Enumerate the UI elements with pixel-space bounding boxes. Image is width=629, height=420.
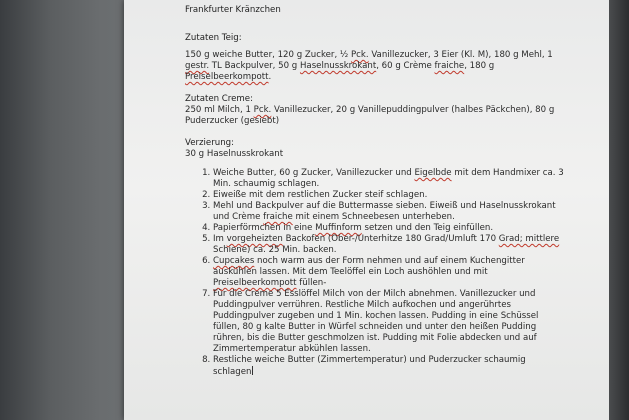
step-3: 3. Mehl und Backpulver auf die Buttermasse sieben. Eiweiß und Haselnusskrokant und Crème fraiche mit einem Schneebesen unterheben. — [213, 201, 605, 223]
spell-error: Preiselbeerkompott — [213, 278, 297, 288]
spell-error: fraiche — [263, 212, 293, 222]
spell-error: vorgeheizten — [226, 234, 283, 244]
step-5: 5. Im vorgeheizten Backofen (Ober-/Unterhitze 180 Grad/Umluft 170 Grad; mittlere Schiene) ca. 25 Min. backen. — [213, 234, 605, 256]
spell-error: Eigelbde — [414, 168, 452, 178]
window-edge — [609, 0, 629, 420]
steps-list — [185, 168, 605, 378]
spell-error: Cupcakes — [213, 256, 255, 266]
spell-error: gestr. — [185, 61, 210, 71]
step-2: 2. Eiweiße mit dem restlichen Zucker steif schlagen. — [213, 190, 605, 201]
spell-error: Pck. — [253, 105, 272, 115]
document-page[interactable] — [124, 0, 609, 420]
teig-line-3: Preiselbeerkompott. — [185, 72, 272, 82]
step-1: 1. Weiche Butter, 60 g Zucker, Vanillezucker und Eigelbde mit dem Handmixer ca. 3 Min. schaumig schlagen. — [213, 168, 605, 190]
verzierung-line-1: 30 g Haselnusskrokant — [185, 149, 284, 159]
spell-error: fraiche — [434, 61, 465, 71]
spell-error: Preiselbeerkompott — [185, 72, 269, 82]
step-7: 7. Für die Creme 5 Esslöffel Milch von der Milch abnehmen. Vanillezucker und Puddingpulver verrühren. Restliche Milch aufkochen und angerührtes Puddingpulver zugeben und 1 Min. kochen lassen. Pudding in eine Schüssel füllen, 80 g kalte Butter in Würfel schneiden und unter den heißen Pudding rühren, bis die Butter geschmolzen ist. Pudding mit Folie abdecken und auf Zimmertemperatur abkühlen lassen. — [213, 289, 605, 355]
spell-error: Muffinform — [315, 223, 362, 233]
step-4: 4. Papierförmchen in eine Muffinform setzen und den Teig einfüllen. — [213, 223, 605, 234]
heading-verzierung: Verzierung: — [185, 138, 234, 148]
teig-line-1: 150 g weiche Butter, 120 g Zucker, ½ Pck. Vanillezucker, 3 Eier (Kl. M), 180 g Mehl, 1 — [185, 50, 553, 60]
heading-creme: Zutaten Creme: — [185, 94, 253, 104]
step-8: 8. Restliche weiche Butter (Zimmertemperatur) und Puderzucker schaumig schlagen — [213, 355, 605, 378]
creme-line-1: 250 ml Milch, 1 Pck. Vanillezucker, 20 g Vanillepuddingpulver (halbes Päckchen), 80 g — [185, 105, 555, 115]
document-content[interactable] — [185, 5, 605, 378]
paragraph-creme — [185, 105, 605, 127]
paragraph-teig — [185, 50, 605, 83]
text-cursor — [252, 366, 253, 375]
document-title: Frankfurter Kränzchen — [185, 5, 281, 15]
spell-error: Pck. — [350, 50, 369, 60]
spell-error: Haselnusskrokant — [299, 61, 377, 71]
heading-teig: Zutaten Teig: — [185, 33, 242, 43]
teig-line-2: gestr. TL Backpulver, 50 g Haselnusskrokant, 60 g Crème fraiche, 180 g — [185, 61, 495, 71]
creme-line-2: Puderzucker (gesiebt) — [185, 116, 280, 126]
step-6: 6. Cupcakes noch warm aus der Form nehmen und auf einem Kuchengitter auskühlen lassen. Mit dem Teelöffel ein Loch aushöhlen und mit Preiselbeerkompott füllen- — [213, 256, 605, 289]
spell-error: Grad; mittlere — [498, 234, 560, 244]
